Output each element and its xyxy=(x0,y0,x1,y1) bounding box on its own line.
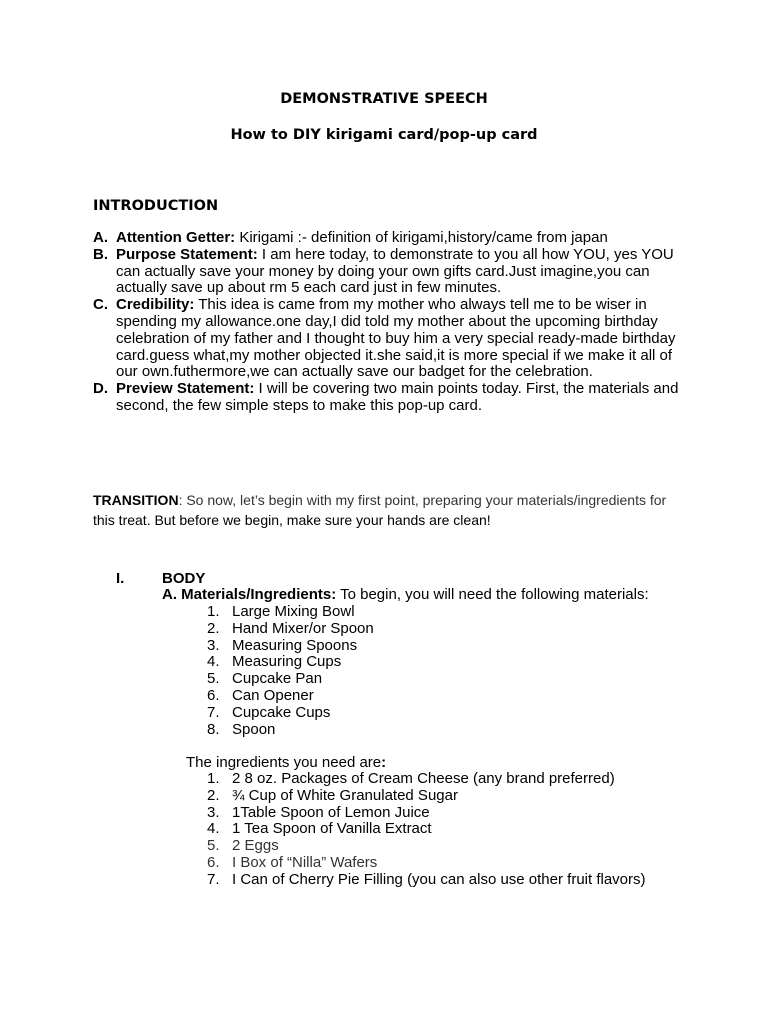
item-letter: A. xyxy=(93,229,108,246)
item-text: This idea is came from my mother who always tell me to be wiser in spending my allowance.one day,I did told my mother about the upcoming birthday celebration of my father and I thought to buy him a very special ready-made birthday card.guess what,my mother objected it.she said,it is more special if we make it all of our own.futhermore,we can actually save our badget for the celebration. xyxy=(116,296,676,381)
list-item xyxy=(207,821,646,838)
ingredients-intro xyxy=(186,754,386,771)
list-item xyxy=(207,771,646,788)
intro-item-credibility xyxy=(93,297,683,381)
body-title: BODY xyxy=(162,570,206,587)
list-number: 6. xyxy=(207,853,220,871)
list-number: 1. xyxy=(207,770,220,787)
list-number: 7. xyxy=(207,870,220,888)
list-text: I Box of “Nilla” Wafers xyxy=(232,853,378,871)
item-text: I will be covering two main points today. First, the materials and second, the few simple steps to make this pop-up card. xyxy=(116,380,679,414)
ingredients-intro-colon: : xyxy=(381,754,387,771)
transition-text: : So now, let’s begin with my first point, preparing your materials/ingredients for xyxy=(178,492,667,508)
item-label: Attention Getter: xyxy=(116,229,236,246)
list-item xyxy=(207,621,374,638)
list-number: 4. xyxy=(207,820,220,838)
ingredients-intro-text: The ingredients you need are xyxy=(186,754,382,771)
introduction-heading: INTRODUCTION xyxy=(93,198,219,214)
list-number: 3. xyxy=(207,803,220,821)
list-item xyxy=(207,855,646,872)
list-text: Large Mixing Bowl xyxy=(232,603,355,620)
list-item xyxy=(207,872,646,889)
item-letter: B. xyxy=(93,245,108,263)
transition-label: TRANSITION xyxy=(93,492,179,508)
list-number: 2. xyxy=(207,786,220,804)
list-item xyxy=(207,671,374,688)
list-number: 8. xyxy=(207,720,220,738)
list-item xyxy=(207,788,646,805)
ingredients-list xyxy=(207,771,646,889)
list-number: 1. xyxy=(207,603,220,620)
item-label: Preview Statement: xyxy=(116,380,255,398)
list-text: Can Opener xyxy=(232,686,314,704)
list-number: 5. xyxy=(207,837,220,855)
list-item xyxy=(207,722,374,739)
list-item xyxy=(207,838,646,855)
list-text: 1 Tea Spoon of Vanilla Extract xyxy=(232,820,432,838)
intro-item-purpose-statement xyxy=(93,247,683,297)
materials-list xyxy=(207,604,374,738)
intro-item-attention-getter xyxy=(93,230,683,247)
list-text: 2 8 oz. Packages of Cream Cheese (any brand preferred) xyxy=(232,770,615,787)
list-number: 4. xyxy=(207,653,220,671)
list-item xyxy=(207,688,374,705)
list-item xyxy=(207,705,374,722)
materials-section-heading xyxy=(162,587,722,604)
list-text: 2 Eggs xyxy=(232,837,279,855)
list-number: 7. xyxy=(207,703,220,721)
list-item xyxy=(207,654,374,671)
introduction-list xyxy=(93,230,683,415)
list-item xyxy=(207,604,374,621)
list-text: Spoon xyxy=(232,720,276,738)
section-label: Materials/Ingredients: xyxy=(181,586,337,603)
list-text: I Can of Cherry Pie Filling (you can also use other fruit flavors) xyxy=(232,870,646,888)
list-item xyxy=(207,805,646,822)
list-text: Hand Mixer/or Spoon xyxy=(232,619,374,637)
body-numeral: I. xyxy=(116,570,125,587)
list-text: Cupcake Cups xyxy=(232,703,331,721)
list-number: 5. xyxy=(207,670,220,688)
list-text: 1Table Spoon of Lemon Juice xyxy=(232,803,430,821)
list-item xyxy=(207,638,374,655)
document-subtitle: How to DIY kirigami card/pop-up card xyxy=(230,127,538,143)
item-letter: C. xyxy=(93,296,108,314)
list-text: Measuring Cups xyxy=(232,653,342,671)
body-heading xyxy=(116,570,205,587)
item-text: Kirigami :- definition of kirigami,history/came from japan xyxy=(235,229,608,246)
intro-item-preview-statement xyxy=(93,381,683,415)
list-number: 6. xyxy=(207,686,220,704)
transition-text-continued: this treat. But before we begin, make sure your hands are clean! xyxy=(93,512,491,528)
list-number: 2. xyxy=(207,619,220,637)
section-letter: A. xyxy=(162,586,177,603)
item-label: Credibility: xyxy=(116,296,195,314)
item-label: Purpose Statement: xyxy=(116,245,258,263)
list-text: Measuring Spoons xyxy=(232,636,358,654)
list-number: 3. xyxy=(207,636,220,654)
list-text: Cupcake Pan xyxy=(232,670,323,688)
transition-paragraph xyxy=(93,490,693,530)
item-text: I am here today, to demonstrate to you all how YOU, yes YOU can actually save your money by doing your own gifts card.Just imagine,you can actually save up about rm 5 each card just in few minutes. xyxy=(116,245,674,297)
list-text: ¾ Cup of White Granulated Sugar xyxy=(232,786,458,804)
item-letter: D. xyxy=(93,380,108,398)
section-text: To begin, you will need the following materials: xyxy=(336,586,649,603)
document-title: DEMONSTRATIVE SPEECH xyxy=(280,91,488,107)
